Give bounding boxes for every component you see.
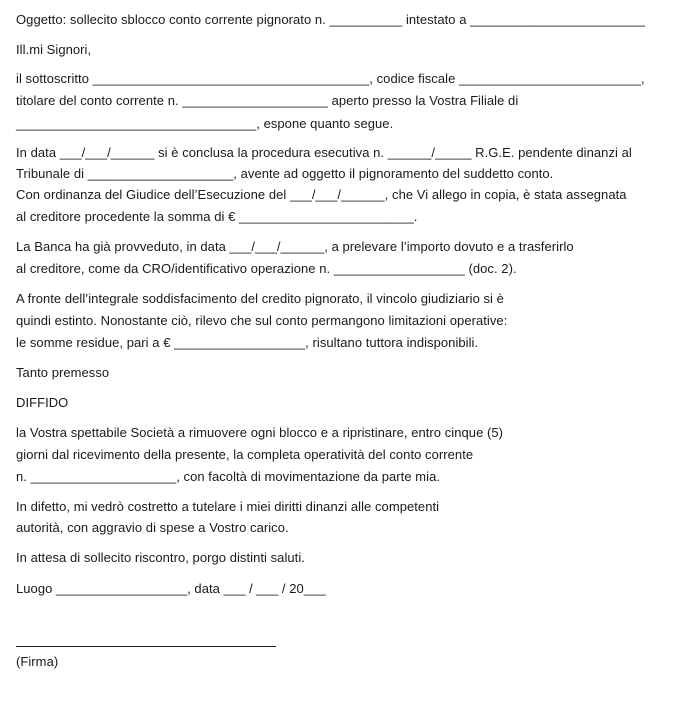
paragraph-2-line-2: Tribunale di ____________________, avente ad oggetto il pignoramento del suddetto conto. (16, 166, 554, 181)
subject-line: Oggetto: sollecito sblocco conto corrente pignorato n. __________ intestato a ________________________ (16, 12, 645, 27)
paragraph-5-line-2: giorni dal ricevimento della presente, la completa operatività del conto corrente (16, 447, 474, 462)
premessa-line: Tanto premesso (16, 365, 110, 380)
paragraph-3-line-2: al creditore, come da CRO/identificativo operazione n. __________________ (doc. 2). (16, 261, 517, 276)
paragraph-1-line-3: _________________________________, espone quanto segue. (16, 116, 394, 131)
paragraph-6-line-1: In difetto, mi vedrò costretto a tutelare i miei diritti dinanzi alle competenti (16, 499, 440, 514)
paragraph-1-line-2: titolare del conto corrente n. ____________________ aperto presso la Vostra Filiale di (16, 93, 519, 108)
paragraph-3-line-1: La Banca ha già provveduto, in data ___/___/______, a prelevare l’importo dovuto e a trasferirlo (16, 239, 574, 254)
salutation: Ill.mi Signori, (16, 42, 92, 57)
paragraph-5-line-3: n. ____________________, con facoltà di movimentazione da parte mia. (16, 469, 441, 484)
paragraph-4-line-1: A fronte dell’integrale soddisfacimento del credito pignorato, il vincolo giudiziario si è (16, 291, 504, 306)
paragraph-1-line-1: il sottoscritto ______________________________________, codice fiscale _________________________, (16, 71, 645, 86)
signature-label: (Firma) (16, 654, 59, 669)
closing-line: In attesa di sollecito riscontro, porgo distinti saluti. (16, 550, 305, 565)
signature-rule (16, 646, 276, 647)
paragraph-4-line-3: le somme residue, pari a € __________________, risultano tuttora indisponibili. (16, 335, 479, 350)
paragraph-2-line-1: In data ___/___/______ si è conclusa la procedura esecutiva n. ______/_____ R.G.E. pendente dinanzi al (16, 145, 632, 160)
paragraph-2-line-4: al creditore procedente la somma di € ________________________. (16, 209, 418, 224)
paragraph-4-line-2: quindi estinto. Nonostante ciò, rilevo che sul conto permangono limitazioni operative: (16, 313, 508, 328)
place-date-line: Luogo __________________, data ___ / ___ / 20___ (16, 581, 326, 596)
diffido-heading: DIFFIDO (16, 395, 69, 410)
paragraph-5-line-1: la Vostra spettabile Società a rimuovere ogni blocco e a ripristinare, entro cinque (5) (16, 425, 504, 440)
paragraph-6-line-2: autorità, con aggravio di spese a Vostro carico. (16, 520, 289, 535)
paragraph-2-line-3: Con ordinanza del Giudice dell’Esecuzione del ___/___/______, che Vi allego in copia, è stata assegnata (16, 187, 627, 202)
